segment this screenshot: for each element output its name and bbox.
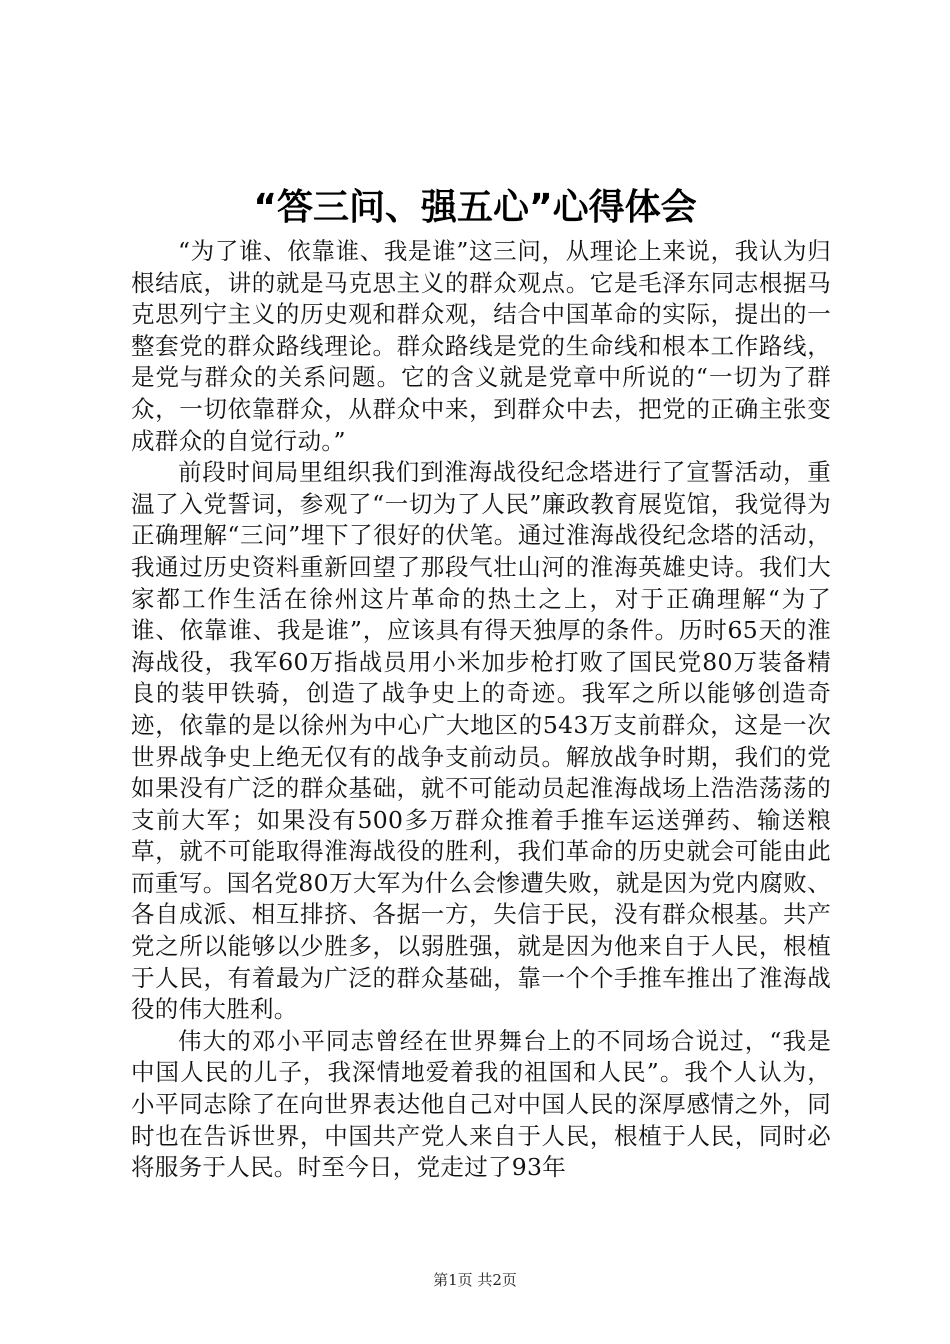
document-body — [131, 236, 831, 1184]
document-title: “答三问、强五心”心得体会 — [253, 187, 697, 228]
page-footer: 第1页 共2页 — [433, 1271, 517, 1289]
paragraph-1: “为了谁、依靠谁、我是谁”这三问，从理论上来说，我认为归根结底，讲的就是马克思主义的群众观点。它是毛泽东同志根据马克思列宁主义的历史观和群众观，结合中国革命的实际，提出的一整套党的群众路线理论。群众路线是党的生命线和根本工作路线，是党与群众的关系问题。它的含义就是党章中所说的“一切为了群众，一切依靠群众，从群众中来，到群众中去，把党的正确主张变成群众的自觉行动。” — [131, 237, 831, 455]
paragraph-2: 前段时间局里组织我们到淮海战役纪念塔进行了宣誓活动，重温了入党誓词，参观了“一切为了人民”廉政教育展览馆，我觉得为正确理解“三问”埋下了很好的伏笔。通过淮海战役纪念塔的活动，我通过历史资料重新回望了那段气壮山河的淮海英雄史诗。我们大家都工作生活在徐州这片革命的热土之上，对于正确理解“为了谁、依靠谁、我是谁”，应该具有得天独厚的条件。历时65天的淮海战役，我军60万指战员用小米加步枪打败了国民党80万装备精良的装甲铁骑，创造了战争史上的奇迹。我军之所以能够创造奇迹，依靠的是以徐州为中心广大地区的543万支前群众，这是一次世界战争史上绝无仅有的战争支前动员。解放战争时期，我们的党如果没有广泛的群众基础，就不可能动员起淮海战场上浩浩荡荡的支前大军；如果没有500多万群众推着手推车运送弹药、输送粮草，就不可能取得淮海战役的胜利，我们革命的历史就会可能由此而重写。国名党80万大军为什么会惨遭失败，就是因为党内腐败、各自成派、相互排挤、各据一方，失信于民，没有群众根基。共产党之所以能够以少胜多，以弱胜强，就是因为他来自于人民，根植于人民，有着最为广泛的群众基础，靠一个个手推车推出了淮海战役的伟大胜利。 — [131, 458, 831, 1024]
paragraph-3: 伟大的邓小平同志曾经在世界舞台上的不同场合说过，“我是中国人民的儿子，我深情地爱着我的祖国和人民”。我个人认为，小平同志除了在向世界表达他自己对中国人民的深厚感情之外，同时也在告诉世界，中国共产党人来自于人民，根植于人民，同时必将服务于人民。时至今日，党走过了93年 — [131, 1026, 831, 1182]
